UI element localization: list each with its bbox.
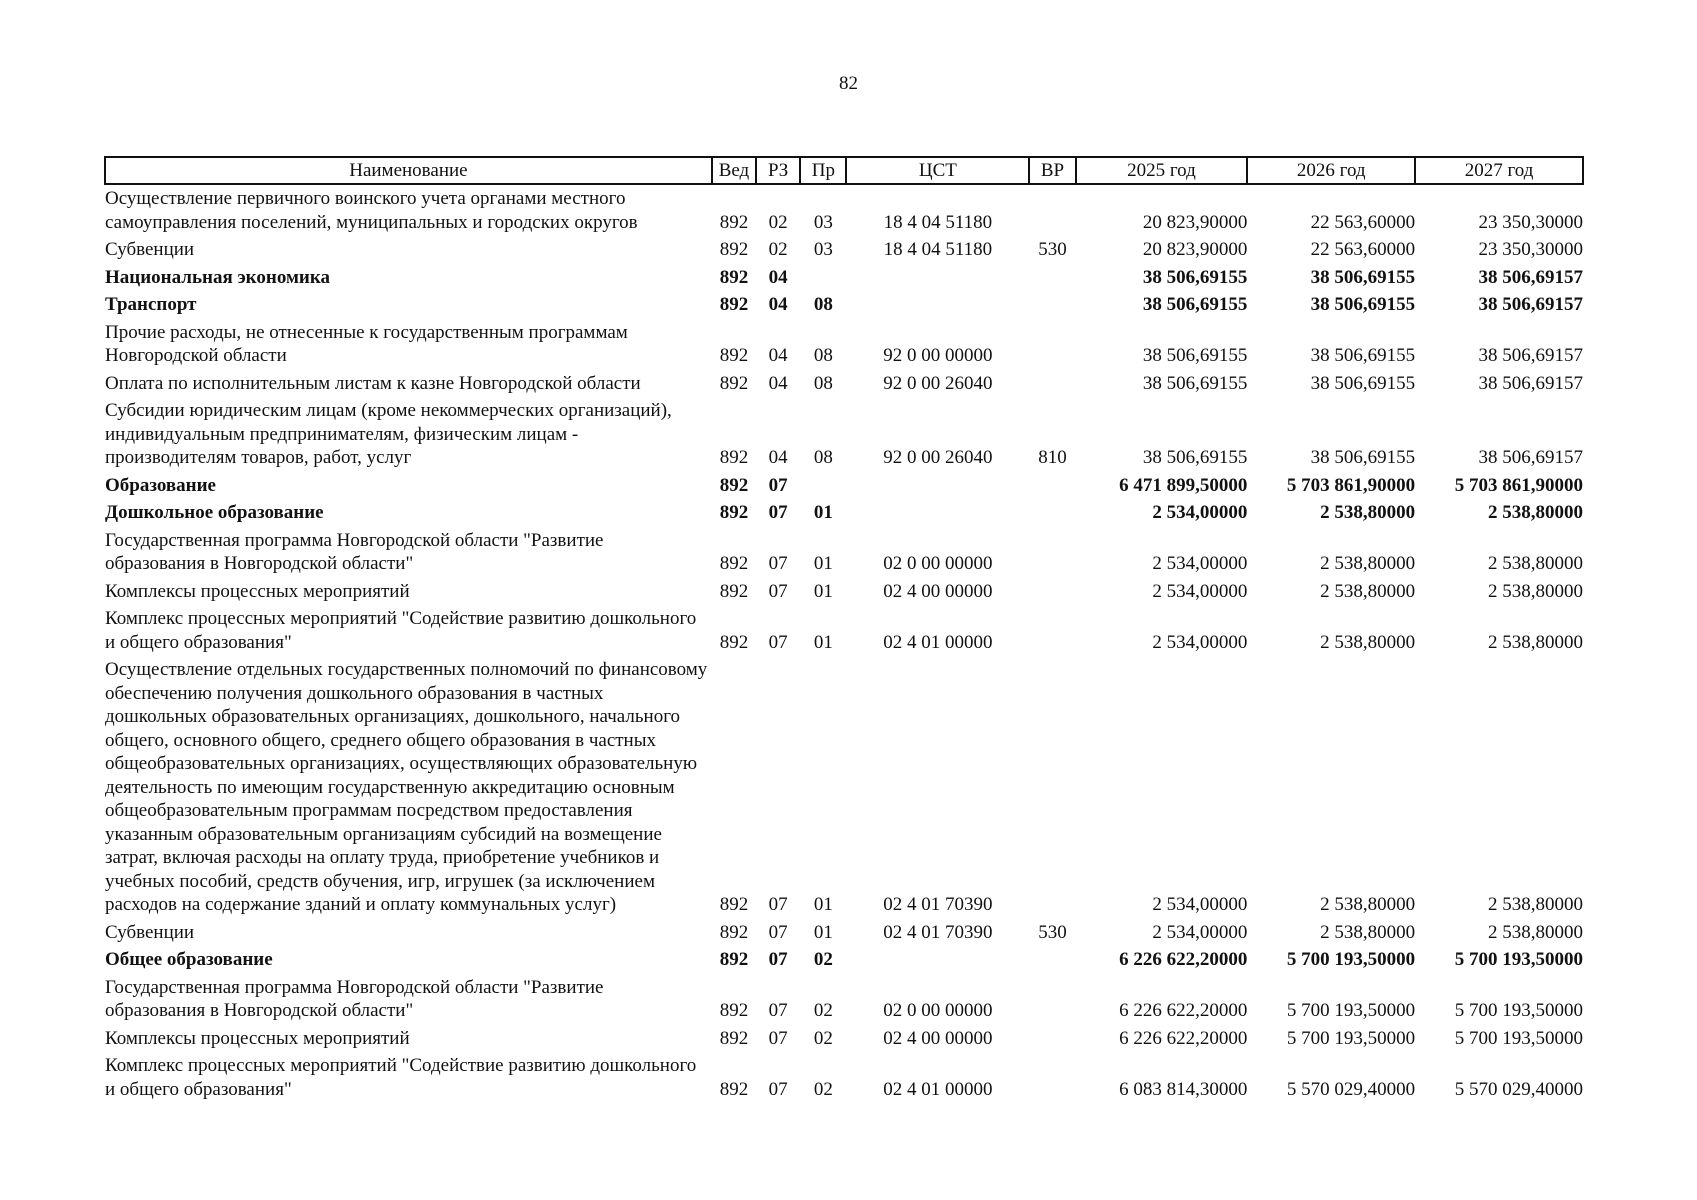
cell-name: Субвенции xyxy=(105,239,195,260)
cell-rz: 04 xyxy=(768,345,788,366)
header-cst: ЦСТ xyxy=(846,157,1029,184)
cell-cst: 18 4 04 51180 xyxy=(883,239,993,260)
cell-y2027: 5 700 193,50000 xyxy=(1454,1027,1583,1049)
table-row xyxy=(105,291,1583,319)
cell-y2027: 2 538,80000 xyxy=(1488,502,1583,523)
cell-ved: 892 xyxy=(719,1027,749,1049)
cell-rz: 04 xyxy=(768,294,788,315)
table-row xyxy=(105,527,1583,578)
cell-rz: 07 xyxy=(768,949,788,970)
cell-cst: 02 4 01 00000 xyxy=(883,1078,993,1100)
cell-ved: 892 xyxy=(719,474,749,496)
cell-cst: 02 0 00 00000 xyxy=(883,553,993,574)
cell-y2025: 2 534,00000 xyxy=(1152,502,1248,523)
cell-name: Комплексы процессных мероприятий xyxy=(105,1027,410,1049)
cell-y2027: 2 538,80000 xyxy=(1488,921,1583,943)
cell-ved: 892 xyxy=(719,266,749,288)
cell-y2025: 2 534,00000 xyxy=(1152,894,1248,915)
cell-pr: 08 xyxy=(813,447,833,468)
cell-y2026: 38 506,69155 xyxy=(1310,294,1416,315)
cell-cst: 02 4 00 00000 xyxy=(883,580,993,602)
cell-ved: 892 xyxy=(719,502,749,523)
cell-name: Образование xyxy=(105,474,216,496)
cell-pr: 08 xyxy=(813,372,833,394)
cell-rz: 02 xyxy=(768,211,788,233)
cell-cst xyxy=(846,291,1029,319)
cell-cst xyxy=(846,946,1029,974)
cell-vr: 530 xyxy=(1038,239,1067,260)
cell-vr xyxy=(1029,656,1075,919)
cell-y2027: 2 538,80000 xyxy=(1488,580,1583,602)
cell-y2026: 2 538,80000 xyxy=(1320,631,1416,653)
cell-name: Транспорт xyxy=(105,294,197,315)
cell-rz: 07 xyxy=(768,1000,788,1021)
table-row xyxy=(105,397,1583,472)
cell-name: Дошкольное образование xyxy=(105,502,324,523)
table-row xyxy=(105,1052,1583,1103)
table-row xyxy=(105,919,1583,947)
cell-y2026: 2 538,80000 xyxy=(1320,502,1416,523)
cell-cst xyxy=(846,472,1029,500)
cell-ved: 892 xyxy=(719,580,749,602)
cell-y2025: 6 226 622,20000 xyxy=(1119,949,1248,970)
table-row xyxy=(105,578,1583,606)
cell-cst: 92 0 00 26040 xyxy=(883,447,993,468)
cell-ved: 892 xyxy=(719,553,749,574)
cell-ved: 892 xyxy=(719,1000,749,1021)
cell-y2026: 5 700 193,50000 xyxy=(1286,949,1416,970)
cell-name: Прочие расходы, не отнесенные к государственным программам Новгородской области xyxy=(105,321,628,366)
cell-pr xyxy=(800,264,846,292)
cell-y2026: 5 700 193,50000 xyxy=(1286,1027,1416,1049)
table-body xyxy=(105,184,1583,1103)
table-row xyxy=(105,499,1583,527)
cell-y2026: 5 703 861,90000 xyxy=(1286,474,1416,496)
cell-pr: 01 xyxy=(813,502,833,523)
cell-y2026: 2 538,80000 xyxy=(1320,894,1416,915)
cell-vr xyxy=(1029,527,1075,578)
cell-ved: 892 xyxy=(719,447,749,468)
cell-name: Общее образование xyxy=(105,949,273,970)
table-row xyxy=(105,370,1583,398)
cell-vr xyxy=(1029,1025,1075,1053)
cell-y2027: 23 350,30000 xyxy=(1478,239,1583,260)
cell-y2026: 22 563,60000 xyxy=(1310,211,1416,233)
cell-y2025: 6 083 814,30000 xyxy=(1119,1078,1248,1100)
cell-vr xyxy=(1029,946,1075,974)
cell-ved: 892 xyxy=(719,631,749,653)
cell-y2025: 2 534,00000 xyxy=(1152,553,1248,574)
cell-y2025: 38 506,69155 xyxy=(1142,294,1248,315)
cell-pr: 03 xyxy=(813,239,833,260)
header-2026: 2026 год xyxy=(1247,157,1415,184)
cell-y2025: 38 506,69155 xyxy=(1142,447,1248,468)
cell-vr xyxy=(1029,472,1075,500)
cell-y2025: 2 534,00000 xyxy=(1152,921,1248,943)
cell-vr xyxy=(1029,1052,1075,1103)
table-row xyxy=(105,472,1583,500)
cell-y2027: 5 700 193,50000 xyxy=(1454,1000,1583,1021)
header-2027: 2027 год xyxy=(1415,157,1583,184)
cell-y2027: 38 506,69157 xyxy=(1478,294,1583,315)
table-row xyxy=(105,974,1583,1025)
cell-vr xyxy=(1029,605,1075,656)
cell-rz: 07 xyxy=(768,553,788,574)
table-row xyxy=(105,319,1583,370)
header-rz: РЗ xyxy=(756,157,800,184)
cell-rz: 07 xyxy=(768,1027,788,1049)
cell-y2027: 38 506,69157 xyxy=(1478,345,1583,366)
cell-cst: 02 0 00 00000 xyxy=(883,1000,993,1021)
cell-y2026: 38 506,69155 xyxy=(1310,372,1416,394)
cell-y2025: 2 534,00000 xyxy=(1152,631,1248,653)
cell-vr xyxy=(1029,499,1075,527)
page-number: 82 xyxy=(839,73,858,94)
header-ved: Вед xyxy=(712,157,756,184)
cell-cst: 92 0 00 26040 xyxy=(883,372,993,394)
cell-rz: 07 xyxy=(768,580,788,602)
cell-vr xyxy=(1029,184,1075,236)
cell-y2027: 23 350,30000 xyxy=(1478,211,1583,233)
cell-y2025: 6 226 622,20000 xyxy=(1119,1027,1248,1049)
cell-ved: 892 xyxy=(719,1078,749,1100)
header-2025: 2025 год xyxy=(1076,157,1248,184)
cell-y2026: 5 570 029,40000 xyxy=(1286,1078,1416,1100)
cell-y2027: 38 506,69157 xyxy=(1478,447,1583,468)
cell-cst: 18 4 04 51180 xyxy=(883,211,993,233)
cell-y2025: 6 226 622,20000 xyxy=(1119,1000,1248,1021)
cell-pr: 01 xyxy=(813,580,833,602)
cell-pr: 02 xyxy=(813,1000,833,1021)
cell-rz: 07 xyxy=(768,894,788,915)
cell-rz: 07 xyxy=(768,502,788,523)
header-name: Наименование xyxy=(105,157,712,184)
cell-name: Национальная экономика xyxy=(105,266,331,288)
cell-name: Осуществление отдельных государственных полномочий по финансовому обеспечению получения дошкольного образования в частных дошкольных образовательных организациях, дошкольного, начального общего, основного общего, среднего общего образования в частных общеобразовательных организациях, осуществляющих образовательную деятельность по имеющим государственную аккредитацию основным общеобразовательным программам посредством предоставления указанным образовательным организациям субсидий на возмещение затрат, включая расходы на оплату труда, приобретение учебников и учебных пособий, средств обучения, игр, игрушек (за исключением расходов на содержание зданий и оплату коммунальных услуг) xyxy=(105,659,708,915)
table-row xyxy=(105,605,1583,656)
cell-cst: 02 4 01 70390 xyxy=(883,921,993,943)
cell-ved: 892 xyxy=(719,294,749,315)
cell-rz: 04 xyxy=(768,447,788,468)
cell-y2027: 2 538,80000 xyxy=(1488,553,1583,574)
cell-pr: 02 xyxy=(813,1027,833,1049)
cell-y2025: 38 506,69155 xyxy=(1142,266,1248,288)
cell-y2026: 22 563,60000 xyxy=(1310,239,1416,260)
cell-cst: 02 4 01 70390 xyxy=(883,894,993,915)
cell-name: Оплата по исполнительным листам к казне Новгородской области xyxy=(105,372,641,394)
cell-y2027: 5 700 193,50000 xyxy=(1454,949,1583,970)
cell-y2027: 5 703 861,90000 xyxy=(1454,474,1583,496)
table-row xyxy=(105,946,1583,974)
cell-pr: 03 xyxy=(813,211,833,233)
cell-vr: 810 xyxy=(1038,447,1067,468)
cell-pr: 01 xyxy=(813,894,833,915)
cell-pr: 01 xyxy=(813,631,833,653)
table-header-row xyxy=(105,157,1583,184)
cell-y2026: 38 506,69155 xyxy=(1310,266,1416,288)
cell-y2025: 2 534,00000 xyxy=(1152,580,1248,602)
table-row xyxy=(105,184,1583,236)
table-row xyxy=(105,264,1583,292)
cell-vr xyxy=(1029,578,1075,606)
cell-ved: 892 xyxy=(719,894,749,915)
cell-ved: 892 xyxy=(719,239,749,260)
cell-y2026: 2 538,80000 xyxy=(1320,921,1416,943)
cell-vr: 530 xyxy=(1038,921,1067,943)
cell-vr xyxy=(1029,370,1075,398)
cell-y2027: 38 506,69157 xyxy=(1478,266,1583,288)
cell-rz: 02 xyxy=(768,239,788,260)
cell-pr: 02 xyxy=(813,949,833,970)
cell-rz: 07 xyxy=(768,631,788,653)
cell-y2025: 6 471 899,50000 xyxy=(1119,474,1248,496)
cell-y2025: 20 823,90000 xyxy=(1142,211,1248,233)
cell-name: Субсидии юридическим лицам (кроме некоммерческих организаций), индивидуальным предпринимателям, физическим лицам - производителям товаров, работ, услуг xyxy=(105,400,672,468)
cell-rz: 07 xyxy=(768,921,788,943)
cell-pr xyxy=(800,472,846,500)
cell-cst: 02 4 01 00000 xyxy=(883,631,993,653)
cell-y2027: 38 506,69157 xyxy=(1478,372,1583,394)
cell-name: Субвенции xyxy=(105,921,195,943)
table-row xyxy=(105,656,1583,919)
cell-y2027: 2 538,80000 xyxy=(1488,631,1583,653)
cell-name: Комплекс процессных мероприятий "Содействие развитию дошкольного и общего образования" xyxy=(105,1055,697,1100)
cell-name: Осуществление первичного воинского учета органами местного самоуправления поселений, муниципальных и городских округов xyxy=(105,188,638,233)
table-row xyxy=(105,1025,1583,1053)
cell-name: Государственная программа Новгородской области "Развитие образования в Новгородской области" xyxy=(105,529,604,574)
cell-pr: 08 xyxy=(813,345,833,366)
cell-vr xyxy=(1029,291,1075,319)
cell-ved: 892 xyxy=(719,372,749,394)
cell-vr xyxy=(1029,319,1075,370)
cell-cst xyxy=(846,264,1029,292)
cell-name: Комплексы процессных мероприятий xyxy=(105,580,410,602)
cell-ved: 892 xyxy=(719,345,749,366)
cell-y2026: 38 506,69155 xyxy=(1310,447,1416,468)
cell-cst: 92 0 00 00000 xyxy=(883,345,993,366)
cell-pr: 01 xyxy=(813,553,833,574)
cell-cst: 02 4 00 00000 xyxy=(883,1027,993,1049)
cell-rz: 04 xyxy=(768,266,788,288)
cell-pr: 08 xyxy=(813,294,833,315)
cell-ved: 892 xyxy=(719,211,749,233)
cell-cst xyxy=(846,499,1029,527)
cell-y2025: 20 823,90000 xyxy=(1142,239,1248,260)
cell-y2026: 5 700 193,50000 xyxy=(1286,1000,1416,1021)
cell-y2026: 38 506,69155 xyxy=(1310,345,1416,366)
cell-ved: 892 xyxy=(719,949,749,970)
cell-rz: 04 xyxy=(768,372,788,394)
cell-y2025: 38 506,69155 xyxy=(1142,345,1248,366)
table-row xyxy=(105,236,1583,264)
cell-y2026: 2 538,80000 xyxy=(1320,553,1416,574)
budget-table xyxy=(104,156,1584,1103)
cell-pr: 02 xyxy=(813,1078,833,1100)
cell-y2027: 5 570 029,40000 xyxy=(1454,1078,1583,1100)
cell-vr xyxy=(1029,974,1075,1025)
cell-y2027: 2 538,80000 xyxy=(1488,894,1583,915)
cell-name: Комплекс процессных мероприятий "Содействие развитию дошкольного и общего образования" xyxy=(105,608,697,653)
cell-name: Государственная программа Новгородской области "Развитие образования в Новгородской области" xyxy=(105,976,604,1021)
cell-rz: 07 xyxy=(768,1078,788,1100)
cell-rz: 07 xyxy=(768,474,788,496)
header-pr: Пр xyxy=(800,157,846,184)
cell-vr xyxy=(1029,264,1075,292)
cell-y2026: 2 538,80000 xyxy=(1320,580,1416,602)
cell-ved: 892 xyxy=(719,921,749,943)
cell-y2025: 38 506,69155 xyxy=(1142,372,1248,394)
cell-pr: 01 xyxy=(813,921,833,943)
header-vr: ВР xyxy=(1029,157,1075,184)
